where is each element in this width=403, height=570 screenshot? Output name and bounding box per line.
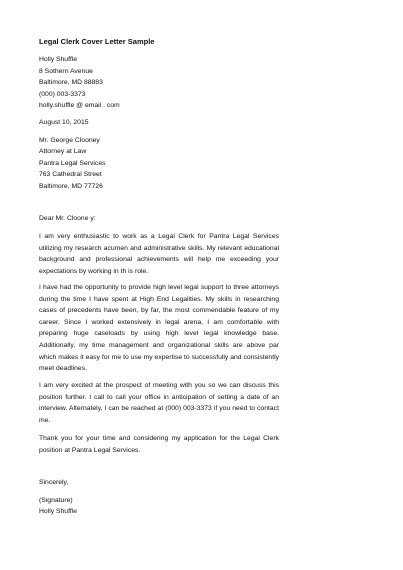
letter-date: August 10, 2015	[39, 119, 89, 126]
paragraph-thanks: Thank you for your time and considering my application for the Legal Clerk position at Pantra Legal Services.	[39, 435, 279, 454]
paragraph-experience: I have had the opportunity to provide high level legal support to three attorneys during the time I have spent at High End Legalities. My skills in researching cases of precedents have been, by far, the most commendable feature of my career. Since I worked extensively in legal arena, I am comfortable with preparing huge caseloads by using high level legal knowledge base. Additionally, my time management and organizational skills are above par which makes it easy for me to use my expertise to successfully and consistently meet deadlines.	[39, 284, 279, 373]
signature-placeholder: (Signature)	[39, 497, 73, 504]
sender-phone: (000) 003-3373	[39, 91, 86, 98]
closing: Sincerely,	[39, 479, 69, 486]
sender-name: Holly Shuffle	[39, 56, 78, 63]
sender-address-line2: Baltimore, MD 88883	[39, 79, 103, 86]
signer-name: Holly Shuffle	[39, 508, 78, 515]
recipient-name: Mr. George Clooney	[39, 137, 100, 144]
sender-email: holly.shuffle @ email . com	[39, 102, 120, 109]
document-title: Legal Clerk Cover Letter Sample	[39, 37, 155, 46]
recipient-company: Pantra Legal Services	[39, 160, 106, 167]
recipient-address-line1: 763 Cathedral Street	[39, 171, 102, 178]
recipient-title: Attorney at Law	[39, 148, 87, 155]
paragraph-intro: I am very enthusiastic to work as a Legal Clerk for Pantra Legal Services utilizing my research acumen and administrative skills. My relevant educational background and professional achievements will help me exceeding your expectations by working in th is role.	[39, 233, 279, 275]
recipient-address-line2: Baltimore, MD 77726	[39, 183, 103, 190]
paragraph-interview: I am very excited at the prospect of meeting with you so we can discuss this position further. I call to call your office in anticipation of setting a date of an interview. Alternately, I can be reached at (000) 003-3373 if you need to contact me.	[39, 382, 279, 424]
sender-address-line1: 8 Sothern Avenue	[39, 68, 93, 75]
salutation: Dear Mr. Cloone y:	[39, 215, 96, 222]
